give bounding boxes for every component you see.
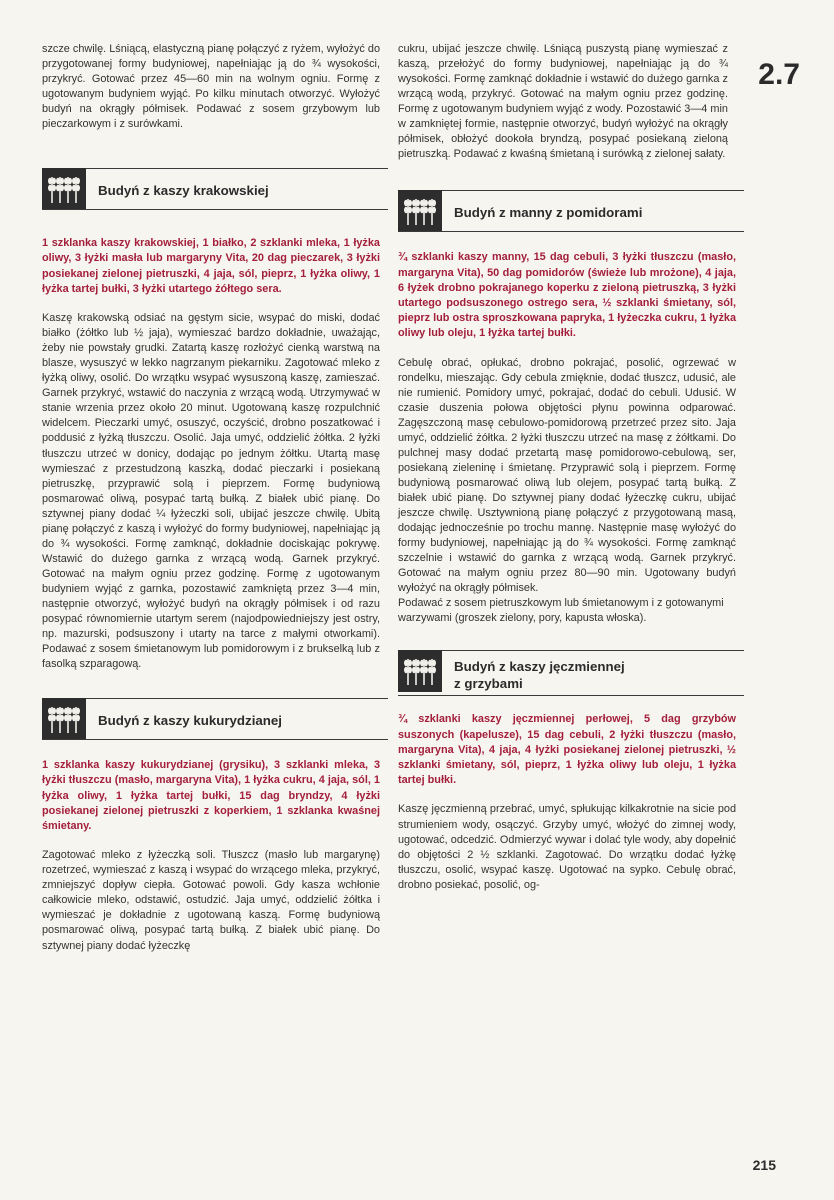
recipe-header-kukurydziana (42, 692, 380, 748)
ingredients-manna: ¾ szklanki kaszy manny, 15 dag cebuli, 3 łyżki tłuszczu (masło, margaryna Vita), 50 dag pomidorów (świeże lub mrożone), 4 jaja, 6 łyżek drobno pokrajanego koperku z zieloną pietruszką, 3 łyżki utartego podsuszonego ostrego sera, ½ szklanki śmietany, sól, pieprz lub ostra sproszkowana papryka, 1 łyżeczka cukru, 1 łyżka oliwy lub oleju, 1 łyżka tartej bułki. (398, 251, 736, 340)
grain-icon (42, 698, 86, 740)
ingredients-kukurydziana: 1 szklanka kaszy kukurydzianej (grysiku), 3 szklanki mleka, 3 łyżki tłuszczu (masło, margaryna Vita), 1 łyżka cukru, 4 jaja, sól, 1 łyżka oliwy, 1 łyżka tartej bułki, 15 dag bryndzy, 4 łyżki posiekanej zielonej pietruszki z koperkiem, 1 szklanka kwaśnej śmietany. (42, 759, 380, 833)
ingredients-krakowska: 1 szklanka kaszy krakowskiej, 1 białko, 2 szklanki mleka, 1 łyżka oliwy, 3 łyżki masła lub margaryny Vita, 20 dag pieczarek, 3 łyżki posiekanej zielonej pietruszki, 4 jaja, sól, pieprz, 1 łyżka oliwy, 1 łyżka tartej bułki, 3 łyżki utartego żółtego sera. (42, 237, 380, 295)
recipe-header-krakowska (42, 162, 380, 218)
method-kukurydziana: Zagotować mleko z łyżeczką soli. Tłuszcz (masło lub margarynę) rozetrzeć, wymieszać z kaszą i wsypać do wrzącego mleka, przykryć, zmniejszyć dopływ ciepła. Gotować powoli. Gdy kasza wchłonie całkowicie mleko, odstawić, ostudzić. Jaja umyć, oddzielić żółtka i wymieszać je dokładnie z ugotowaną kaszą. Formę budyniową posmarować oliwą, posypać tartą bułką. Z białek ubić pianę. Do sztywnej piany dodać łyżeczkę (42, 849, 380, 952)
page-number: 215 (752, 1157, 776, 1173)
recipe-title-krakowska: Budyń z kaszy krakowskiej (98, 183, 269, 199)
right-column (398, 42, 736, 893)
recipe-title-jeczmienna-line2: z grzybami (454, 676, 523, 692)
left-intro-text: szcze chwilę. Lśniącą, elastyczną pianę połączyć z ryżem, wyłożyć do przygotowanej formy budyniowej, napełniając ją do ¾ wysokości, przykryć. Gotować przez 45—60 min na wolnym ogniu. Formę z ugotowanym budyniem wyjąć. Po kilku minutach otworzyć. Wyłożyć budyń na okrągły półmisek. Podawać z sosem grzybowym lub pieczarkowym i z surówkami. (42, 43, 380, 131)
recipe-title-jeczmienna-line1: Budyń z kaszy jęczmiennej (454, 659, 625, 675)
recipe-header-manna (398, 184, 736, 240)
left-column (42, 42, 380, 954)
right-intro-text: cukru, ubijać jeszcze chwilę. Lśniącą puszystą pianę wymieszać z kaszą, przełożyć do formy budyniowej, napełniając ją do ¾ wysokości. Formę zamknąć dokładnie i wstawić do dużego garnka z wrzącą wodą, przykryć. Gotować na małym ogniu przez godzinę. Formę z ugotowanym budyniem wyjąć z wody. Pozostawić 3—4 min w zamkniętej formie, następnie otworzyć, budyń wyłożyć na okrągły półmisek, obłożyć dookoła bryndzą, posypać posiekaną zieloną pietruszką. Podawać z kwaśną śmietaną i surówką z zielonej sałaty. (398, 43, 728, 161)
ingredients-jeczmienna: ¾ szklanki kaszy jęczmiennej perłowej, 5 dag grzybów suszonych (kapelusze), 15 dag cebuli, 2 łyżki tłuszczu (masło, margaryna Vita), 4 jaja, 4 łyżki posiekanej zielonej pietruszki, ½ szklanki śmietany, sól, pieprz, 1 łyżka oliwy lub oleju, 1 łyżka tartej bułki. (398, 713, 736, 787)
grain-icon (398, 650, 442, 692)
grain-icon (398, 190, 442, 232)
method-manna: Cebulę obrać, opłukać, drobno pokrajać, posolić, ogrzewać w rondelku, mieszając. Gdy cebula zmięknie, dodać tłuszcz, udusić, ale nie rumienić. Pomidory umyć, pokrajać, dodać do cebuli. Udusić. W czasie duszenia połowa objętości płynu powinna odparować. Zagęszczoną masę cebulowo-pomidorową przetrzeć przez sito. Jaja umyć, oddzielić żółtka. 2 łyżki tłuszczu utrzeć na masę z żółtkami. Do pulchnej masy dodać przetartą masę pomidorowo-cebulową, ser, posiekaną zieleninę i śmietanę. Przyprawić solą i pieprzem. Formę budyniową posmarować oliwą lub olejem, posypać tartą bułką. Z białek ubić pianę. Do sztywnej piany dodać łyżeczkę cukru, ubijać jeszcze chwilę. Usztywnioną pianę połączyć z przygotowaną masą, dodając jednocześnie po trochu mannę. Następnie masę wyłożyć do formy budyniowej, napełniając ją do ¾ wysokości. Formę zamknąć szczelnie i wstawić do garnka z wrzącą wodą. Garnek przykryć. Gotować na małym ogniu przez 80—90 min. Ugotowany budyń wyłożyć na okrągły półmisek. (398, 356, 736, 595)
method-krakowska: Kaszę krakowską odsiać na gęstym sicie, wsypać do miski, dodać białko (żółtko lub ½ jaja), wymieszać bardzo dokładnie, uważając, żeby nie powstały grudki. Zatartą kaszę rozłożyć cienką warstwą na blasze, wysuszyć w lekko nagrzanym piekarniku. Zagotować mleko z łyżką oliwy, osolić. Do wrzątku wsypać wysuszoną kaszę, zamieszać. Garnek przykryć, wstawić do naczynia z wrzącą wodą. Utrzymywać w stanie wrzenia przez około 20 minut. Ugotowaną kaszę rozpulchnić widelcem. Pieczarki umyć, osuszyć, oczyścić, drobno poszatkować i poddusić z łyżką tłuszczu. Osolić. Jaja umyć, oddzielić żółtka. 2 łyżki tłuszczu utrzeć w donicy, dodając po jednym żółtku. Utartą masę wymieszać z przestudzoną kaszką, dodać pieczarki i posiekaną pietruszkę, przyprawić solą i pieprzem. Formę budyniową posmarować oliwą, posypać tartą bułką. Z białek ubić pianę. Do sztywnej piany dodać ¼ łyżeczki soli, ubijać jeszcze chwilę. Ubitą pianę połączyć z kaszą i wyłożyć do formy budyniowej, napełniając ją do ¾ wysokości. Formę zamknąć, dokładnie dociskając pokrywę. Wstawić do dużego garnka z wrzącą wodą. Garnek przykryć. Gotować na małym ogniu przez godzinę. Formę z ugotowanym budyniem wyjąć z garnka, pozostawić zamkniętą przez 3—4 min, następnie otworzyć, wyłożyć budyń na okrągły półmisek i od razu posypać równomiernie utartym serem (najodpowiedniejszy jest ostry, np. mazurski, podsuszony i utarty na tarce z małymi otworkami). Podawać z sosem śmietanowym lub pomidorowym i z brukselką lub z fasolką szparagową. (42, 312, 380, 671)
recipe-header-jeczmienna (398, 644, 736, 704)
grain-icon (42, 168, 86, 210)
serving-manna: Podawać z sosem pietruszkowym lub śmietanowym i z gotowanymi warzywami (groszek zielony, pory, kapusta włoska). (398, 597, 724, 625)
method-jeczmienna: Kaszę jęczmienną przebrać, umyć, spłukując kilkakrotnie na sicie pod strumieniem wody, osączyć. Grzyby umyć, włożyć do zimnej wody, ugotować, odcedzić. Odmierzyć wywar i dolać tyle wody, aby dopełnić do objętości 2 ½ szklanki. Zagotować. Do wrzątku dodać łyżkę tłuszczu, osolić, wsypać kaszę. Ugotować na sypko. Cebulę obrać, drobno posiekać, posolić, og- (398, 803, 736, 891)
recipe-title-manna: Budyń z manny z pomidorami (454, 205, 643, 221)
recipe-title-jeczmienna (454, 658, 736, 692)
chapter-number: 2.7 (758, 58, 800, 91)
recipe-title-kukurydziana: Budyń z kaszy kukurydzianej (98, 713, 283, 729)
